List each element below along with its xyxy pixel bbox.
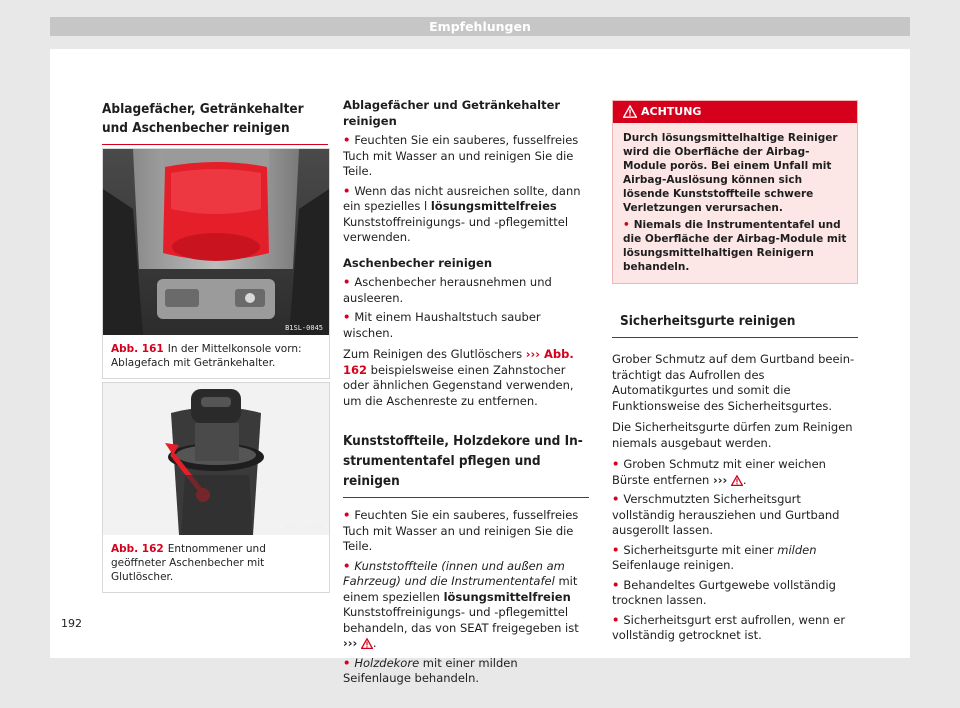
console-image — [103, 149, 329, 335]
middle-column — [343, 98, 589, 687]
warning-body — [613, 123, 857, 283]
right-column — [612, 100, 858, 644]
warning-reference-link[interactable]: ››› — [343, 636, 358, 650]
list-item: • Aschenbecher herausnehmen und ausleeren. — [343, 275, 552, 305]
warning-triangle-icon — [623, 105, 637, 118]
list-item: • Mit einem Haushaltstuch sauber wischen. — [343, 310, 541, 340]
list-item: • Feuchten Sie ein sauberes, fusselfreies Tuch mit Wasser an und reinigen Sie die Teile. — [343, 508, 579, 553]
list-item: • Sicherheitsgurte mit einer milden Seifenlauge reinigen. — [612, 542, 817, 572]
caption-text: Entnommener und geöffneter Aschenbecher mit Glutlöscher. — [111, 543, 266, 583]
ashtray-illustration — [103, 383, 329, 535]
figure-label: Abb. 162 — [111, 543, 164, 555]
page-number: 192 — [61, 617, 82, 630]
figure-161 — [102, 148, 330, 379]
figure-label: Abb. 161 — [111, 343, 164, 355]
list-item: • Behandeltes Gurtgewebe vollständig trocknen lassen. — [612, 577, 836, 607]
subheading-storage: Ablagefächer und Getränkehalter reinigen — [343, 98, 561, 128]
figure-caption — [103, 535, 329, 592]
ashtray-image — [103, 383, 329, 535]
warning-box — [612, 100, 858, 284]
header-title: Empfehlungen — [429, 19, 531, 34]
paragraph: Grober Schmutz auf dem Gurtband beeinträchtigt das Aufrollen des Automatikgurtes und somit die Funktionsweise des Sicherheitsgurtes. — [612, 352, 855, 413]
figure-caption — [103, 335, 329, 378]
paragraph: Die Sicherheitsgurte dürfen zum Reinigen niemals ausgebaut werden. — [612, 420, 853, 450]
list-item: • Holzdekore mit einer milden Seifenlauge behandeln. — [343, 655, 518, 685]
warning-reference-link[interactable]: ››› — [712, 472, 728, 487]
warning-title: ACHTUNG — [641, 105, 702, 118]
section-title-storage: Ablagefächer, Getränkehalter und Aschenbecher reinigen — [102, 100, 328, 145]
page-header — [50, 17, 910, 36]
warning-text: Durch lösungsmittelhaltige Reiniger wird die Oberfläche der Airbag-Module porös. Bei einem Unfall mit Airbag-Auslösung können sich lösende Kunststoffteile schwere Verletzungen verursachen. — [623, 132, 838, 214]
figure-162 — [102, 382, 330, 593]
list-item: • Sicherheitsgurt erst aufrollen, wenn er vollständig getrocknet ist. — [612, 612, 846, 642]
caption-text: In der Mittelkonsole vorn: Ablagefach mit Getränkehalter. — [111, 343, 302, 369]
figure-reference-link[interactable]: ››› Abb. 162 — [343, 347, 574, 377]
paragraph: Zum Reinigen des Glutlöschers ››› Abb. 162 beispielsweise einen Zahnstocher oder ähnlichen Gegenstand verwenden, um die Aschenreste zu entfernen. — [343, 347, 574, 408]
list-item: • Feuchten Sie ein sauberes, fusselfreies Tuch mit Wasser an und reinigen Sie die Teile. — [343, 133, 579, 178]
warning-bullet: • Niemals die Instrumententafel und die Oberfläche der Airbag-Module mit lösungsmittelhaltigen Reinigern behandeln. — [623, 219, 847, 273]
warning-triangle-icon — [361, 638, 373, 649]
section-title-seatbelts: Sicherheitsgurte reinigen — [612, 312, 858, 338]
list-item: • Groben Schmutz mit einer weichen Bürste entfernen ››› . — [612, 457, 826, 487]
section-title-plastics: Kunststoffteile, Holzdekore und Instrumententafel pflegen und reinigen — [343, 431, 589, 498]
console-illustration — [103, 149, 329, 335]
warning-triangle-icon — [731, 475, 743, 486]
left-column — [102, 100, 328, 145]
list-item: • Verschmutzten Sicherheitsgurt vollständig herausziehen und Gurtband ausgerollt lassen. — [612, 492, 840, 537]
figure-code: B1SL-0259 — [285, 524, 323, 532]
subheading-ashtray: Aschenbecher reinigen — [343, 255, 493, 270]
list-item: • Wenn das nicht ausreichen sollte, dann ein spezielles l lösungsmittelfreies Kunststoffreinigungs- und -pflegemittel verwenden. — [343, 183, 581, 244]
warning-header — [613, 101, 857, 123]
figure-code: B1SL-0045 — [285, 324, 323, 332]
list-item: • Kunststoffteile (innen und außen am Fahrzeug) und die Instrumententafel mit einem speziellen lösungsmittelfreien Kunststoffreinigungs- und -pflegemittel behandeln, das von SEAT freigegeben ist ››› . — [343, 558, 579, 650]
